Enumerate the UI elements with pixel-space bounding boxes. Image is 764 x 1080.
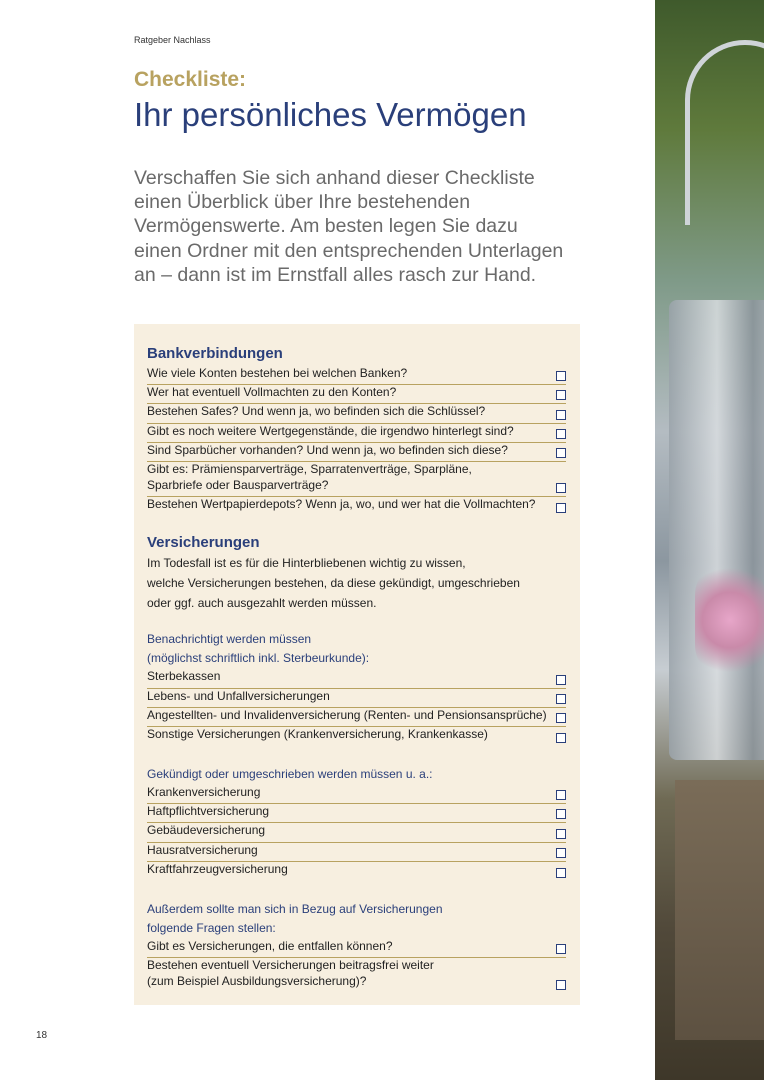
checklist-item [147,785,566,804]
checklist-item [147,689,566,708]
lantern-photo [655,0,764,1080]
checklist-item-text: Krankenversicherung [147,785,261,799]
kicker-label: Checkliste: [134,68,247,91]
checkbox[interactable] [556,675,566,685]
checklist-item [147,424,566,443]
subheading-cancel: Gekündigt oder umgeschrieben werden müssen u. a.: [147,767,433,781]
running-header: Ratgeber Nachlass [134,35,211,45]
checklist-item [147,843,566,862]
checkbox[interactable] [556,980,566,990]
section-heading-insurance: Versicherungen [147,534,260,551]
checkbox[interactable] [556,790,566,800]
checkbox[interactable] [556,483,566,493]
checkbox[interactable] [556,713,566,723]
checklist-item-text: Hausratversicherung [147,843,258,857]
checkbox[interactable] [556,429,566,439]
checklist-item-text: Gibt es: Prämiensparverträge, Sparratenverträge, Sparpläne, Sparbriefe oder Bausparverträge? [147,462,472,492]
checklist-item [147,385,566,404]
checklist-item [147,462,566,497]
checklist-item [147,669,566,689]
checklist-item-text: Gebäudeversicherung [147,823,266,837]
intro-paragraph: Verschaffen Sie sich anhand dieser Checkliste einen Überblick über Ihre bestehenden Vermögenswerte. Am besten legen Sie dazu einen Ordner mit den entsprechenden Unterlagen an – dann ist im Ernstfall alles rasch zur Hand. [134,167,564,286]
checkbox[interactable] [556,733,566,743]
section-heading-bank: Bankverbindungen [147,345,283,362]
subheading-notify: Benachrichtigt werden müssen (möglichst schriftlich inkl. Sterbeurkunde): [147,632,370,665]
subheading-questions: Außerdem sollte man sich in Bezug auf Versicherungen folgende Fragen stellen: [147,902,443,935]
candle-glow [695,560,764,680]
checklist-item [147,366,566,385]
checklist-item [147,862,566,881]
page-title: Ihr persönliches Vermögen [134,96,527,133]
checkbox[interactable] [556,829,566,839]
checklist-item [147,823,566,843]
checklist-item-text: Wie viele Konten bestehen bei welchen Banken? [147,366,408,380]
checklist-item [147,804,566,823]
lantern-handle [685,40,764,225]
checklist-item [147,497,566,516]
checklist-item [147,727,566,746]
checkbox[interactable] [556,371,566,381]
checklist-item [147,708,566,727]
checkbox[interactable] [556,868,566,878]
lantern-body [669,300,764,760]
checklist-item-text: Lebens- und Unfallversicherungen [147,689,330,703]
checklist-item [147,939,566,958]
checkbox[interactable] [556,848,566,858]
checkbox[interactable] [556,410,566,420]
checkbox[interactable] [556,503,566,513]
checklist-item-text: Angestellten- und Invalidenversicherung (Renten- und Pensionsansprüche) [147,708,547,722]
checklist-item-text: Sind Sparbücher vorhanden? Und wenn ja, wo befinden sich diese? [147,443,508,457]
checklist-item-text: Sonstige Versicherungen (Krankenversicherung, Krankenkasse) [147,727,488,741]
checklist-item-text: Haftpflichtversicherung [147,804,270,818]
checkbox[interactable] [556,390,566,400]
checkbox[interactable] [556,448,566,458]
checklist-item-text: Gibt es Versicherungen, die entfallen können? [147,939,393,953]
checklist-item [147,404,566,424]
stone-base [675,780,764,1040]
checklist-item-text: Sterbekassen [147,669,221,683]
checklist-item [147,443,566,462]
checkbox[interactable] [556,694,566,704]
insurance-paragraph: Im Todesfall ist es für die Hinterbliebenen wichtig zu wissen, welche Versicherungen bestehen, da diese gekündigt, umgeschrieben oder ggf. auch ausgezahlt werden müssen. [147,556,520,610]
page-number: 18 [36,1030,48,1041]
checklist-item-text: Kraftfahrzeugversicherung [147,862,288,876]
checkbox[interactable] [556,809,566,819]
checklist-item-text: Bestehen eventuell Versicherungen beitragsfrei weiter (zum Beispiel Ausbildungsversicherung)? [147,958,434,988]
checkbox[interactable] [556,944,566,954]
checklist-item-text: Bestehen Wertpapierdepots? Wenn ja, wo, und wer hat die Vollmachten? [147,497,536,511]
checklist-item-text: Wer hat eventuell Vollmachten zu den Konten? [147,385,397,399]
checklist-item [147,958,566,993]
checklist-item-text: Gibt es noch weitere Wertgegenstände, die irgendwo hinterlegt sind? [147,424,514,438]
checklist-item-text: Bestehen Safes? Und wenn ja, wo befinden sich die Schlüssel? [147,404,486,418]
